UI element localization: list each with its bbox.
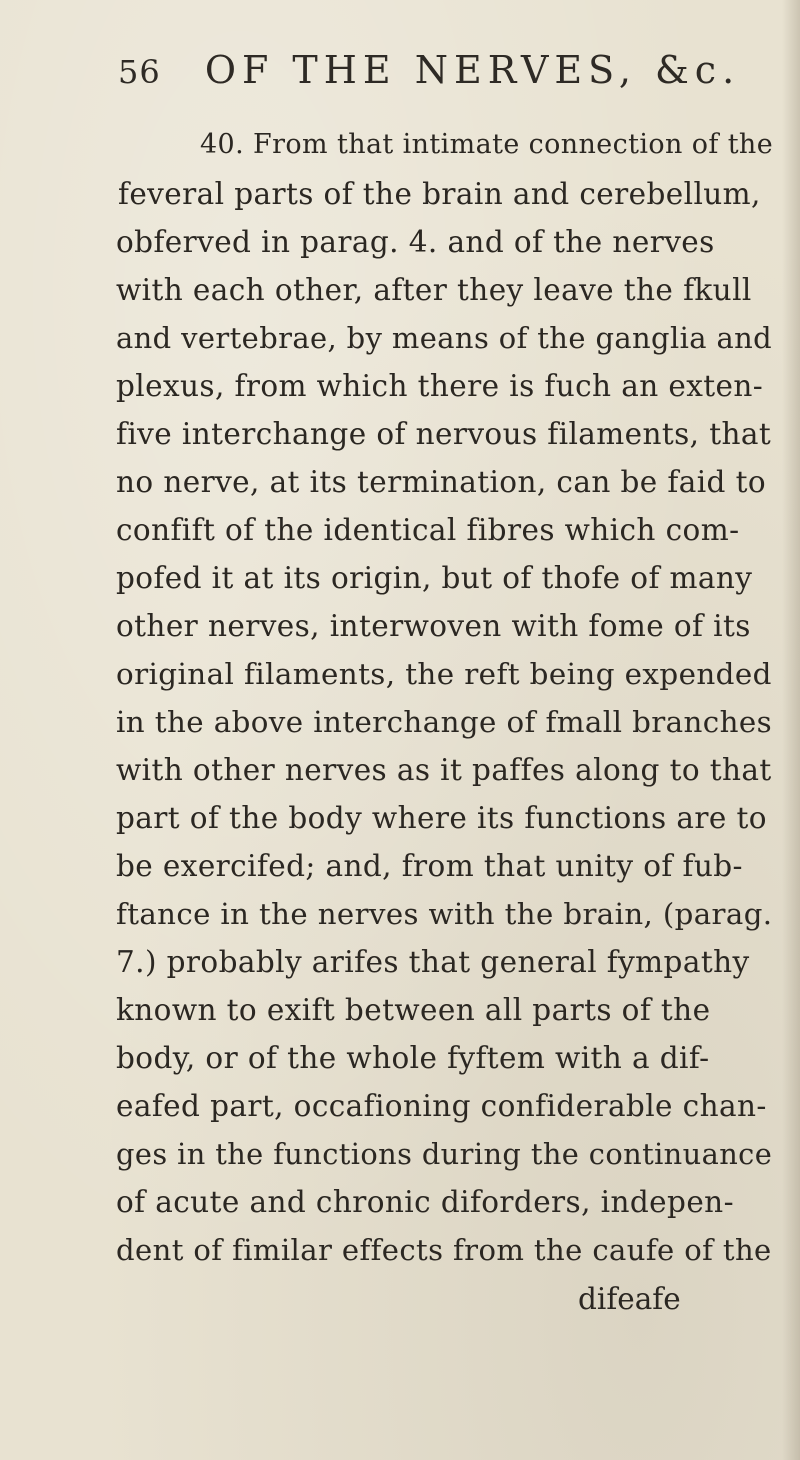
- text-line: 7.) probably arifes that general fympathy: [116, 945, 750, 979]
- text-line: in the above interchange of fmall branches: [116, 705, 773, 739]
- text-line: other nerves, interwoven with fome of its: [116, 609, 751, 643]
- catchword: difeafe: [578, 1282, 681, 1316]
- text-line: part of the body where its functions are to: [116, 801, 767, 835]
- text-line: and vertebrae, by means of the ganglia and: [116, 321, 773, 355]
- text-line: obferved in parag. 4. and of the nerves: [116, 225, 715, 259]
- page-number: 56: [118, 53, 161, 91]
- text-line: known to exift between all parts of the: [116, 993, 711, 1027]
- text-line: 40. From that intimate connection of the: [200, 129, 774, 160]
- text-line: five interchange of nervous filaments, that: [116, 417, 772, 451]
- text-line: ftance in the nerves with the brain, (parag.: [116, 897, 773, 931]
- text-line: with other nerves as it paffes along to that: [116, 753, 772, 787]
- page-header: [118, 48, 740, 92]
- running-title: OF THE NERVES, &c.: [204, 48, 741, 92]
- text-line: pofed it at its origin, but of thofe of many: [116, 561, 753, 595]
- text-line: be exercifed; and, from that unity of fub-: [116, 849, 743, 883]
- text-line: original filaments, the reft being expended: [116, 657, 772, 691]
- page-edge-shadow: [782, 0, 800, 1460]
- text-line: confift of the identical fibres which com-: [116, 513, 740, 547]
- text-line: no nerve, at its termination, can be faid to: [116, 465, 767, 499]
- text-line: feveral parts of the brain and cerebellum,: [118, 177, 761, 211]
- text-line: of acute and chronic diforders, indepen-: [116, 1185, 734, 1219]
- text-line: ges in the functions during the continuance: [116, 1137, 773, 1171]
- text-line: dent of fimilar effects from the caufe of the: [116, 1233, 772, 1267]
- text-line: body, or of the whole fyftem with a dif-: [116, 1041, 710, 1075]
- text-line: eafed part, occafioning confiderable chan-: [116, 1089, 767, 1123]
- text-line: with each other, after they leave the fkull: [116, 273, 752, 307]
- text-line: plexus, from which there is fuch an exten-: [116, 369, 764, 403]
